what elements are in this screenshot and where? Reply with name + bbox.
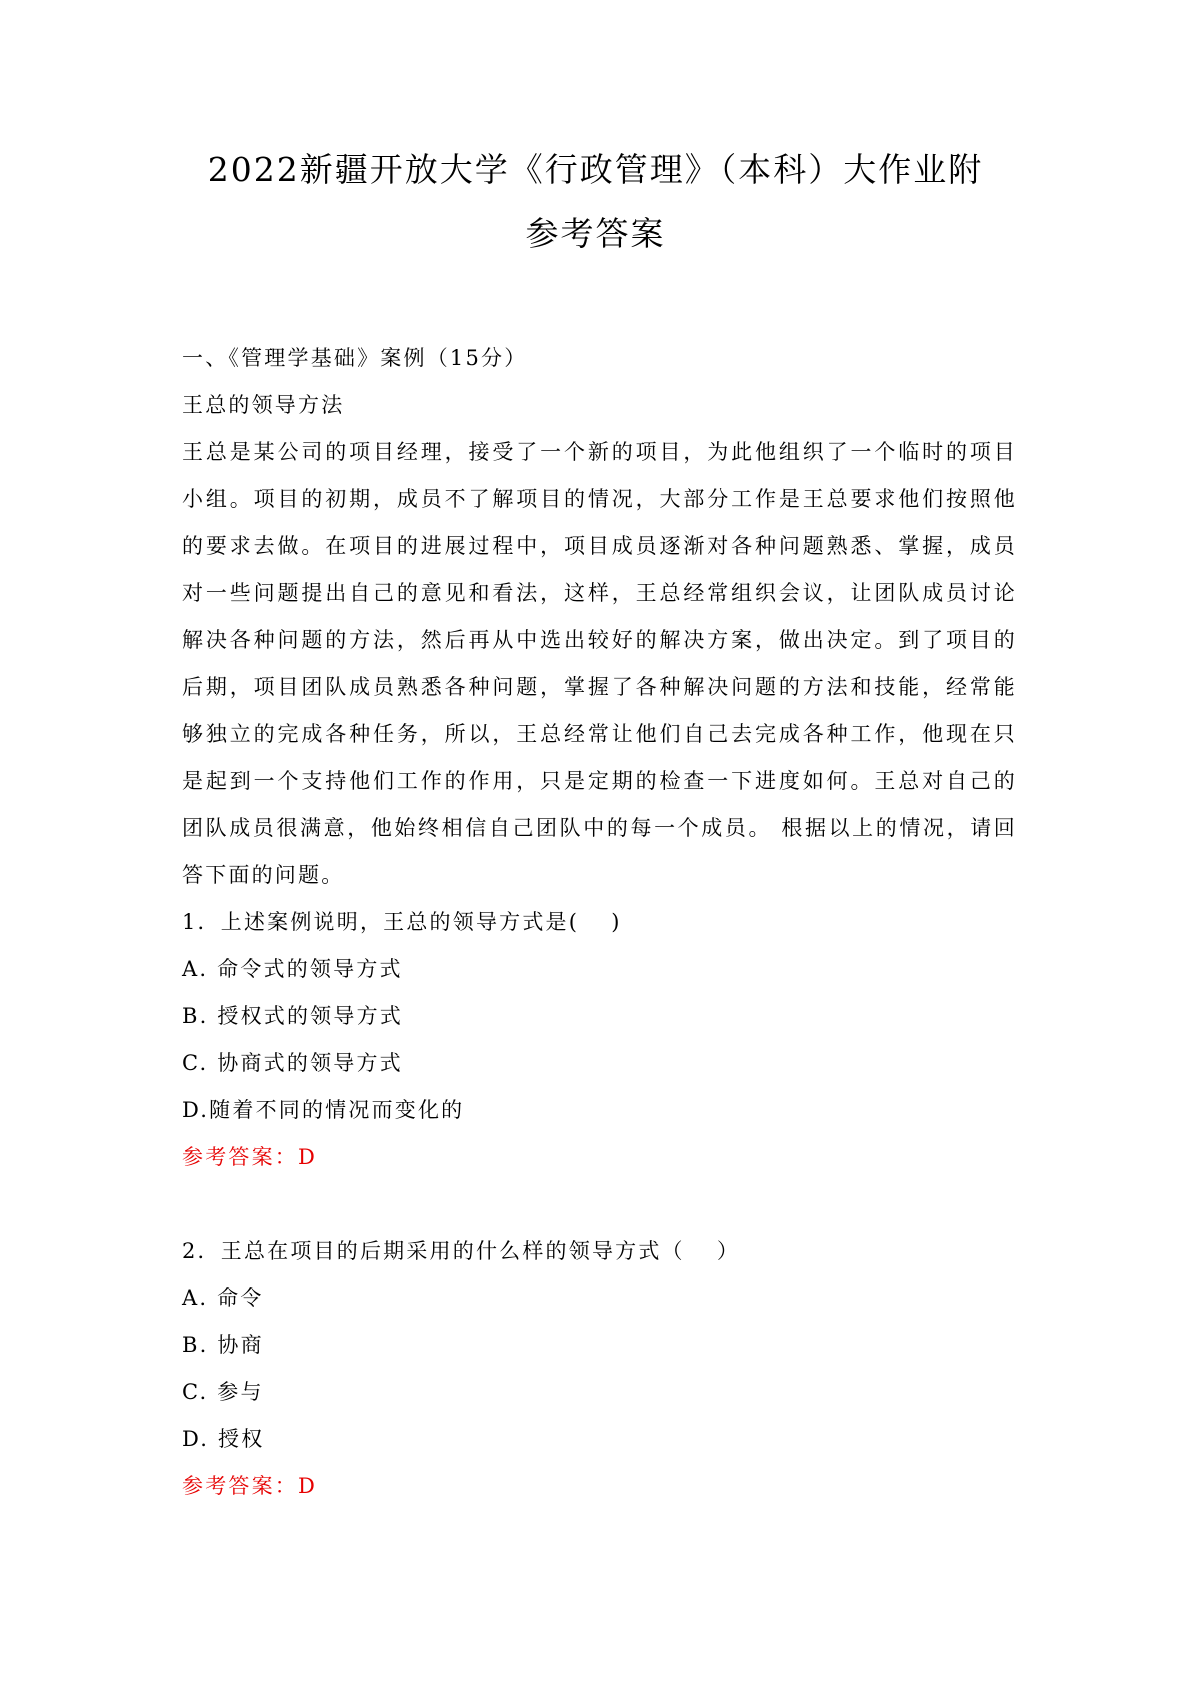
- option-d: D. 授权: [182, 1427, 265, 1451]
- option-c: C. 协商式的领导方式: [182, 1051, 403, 1075]
- option-b: B. 协商: [182, 1333, 264, 1357]
- question-stem: 2．王总在项目的后期采用的什么样的领导方式（ ）: [182, 1239, 741, 1263]
- question-1: [182, 899, 1017, 1181]
- answer-key: 参考答案：D: [182, 1474, 318, 1498]
- answer-key: 参考答案：D: [182, 1145, 318, 1169]
- case-title: 王总的领导方法: [182, 393, 345, 417]
- option-b: B. 授权式的领导方式: [182, 1004, 403, 1028]
- section-heading: 一、《管理学基础》案例（15分）: [182, 346, 528, 370]
- option-a: A. 命令: [182, 1286, 264, 1310]
- title-line-2: 参考答案: [525, 214, 666, 253]
- question-2: [182, 1228, 1017, 1510]
- document-body: [182, 335, 1017, 1510]
- case-text: 王总是某公司的项目经理，接受了一个新的项目，为此他组织了一个临时的项目小组。项目的初期，成员不了解项目的情况，大部分工作是王总要求他们按照他的要求去做。在项目的进展过程中，项目成员逐渐对各种问题熟悉、掌握，成员对一些问题提出自己的意见和看法，这样，王总经常组织会议，让团队成员讨论解决各种问题的方法，然后再从中选出较好的解决方案，做出决定。到了项目的后期，项目团队成员熟悉各种问题，掌握了各种解决问题的方法和技能，经常能够独立的完成各种任务，所以，王总经常让他们自己去完成各种工作，他现在只是起到一个支持他们工作的作用，只是定期的检查一下进度如何。王总对自己的团队成员很满意，他始终相信自己团队中的每一个成员。 根据以上的情况，请回答下面的问题。: [182, 440, 1017, 887]
- option-c: C. 参与: [182, 1380, 264, 1404]
- option-a: A. 命令式的领导方式: [182, 957, 403, 981]
- document-title: [0, 138, 1191, 266]
- title-line-1: 2022新疆开放大学《行政管理》（本科）大作业附: [207, 150, 984, 189]
- option-d: D.随着不同的情况而变化的: [182, 1098, 465, 1122]
- spacer: [182, 1181, 1017, 1228]
- question-stem: 1．上述案例说明，王总的领导方式是( ): [182, 910, 622, 934]
